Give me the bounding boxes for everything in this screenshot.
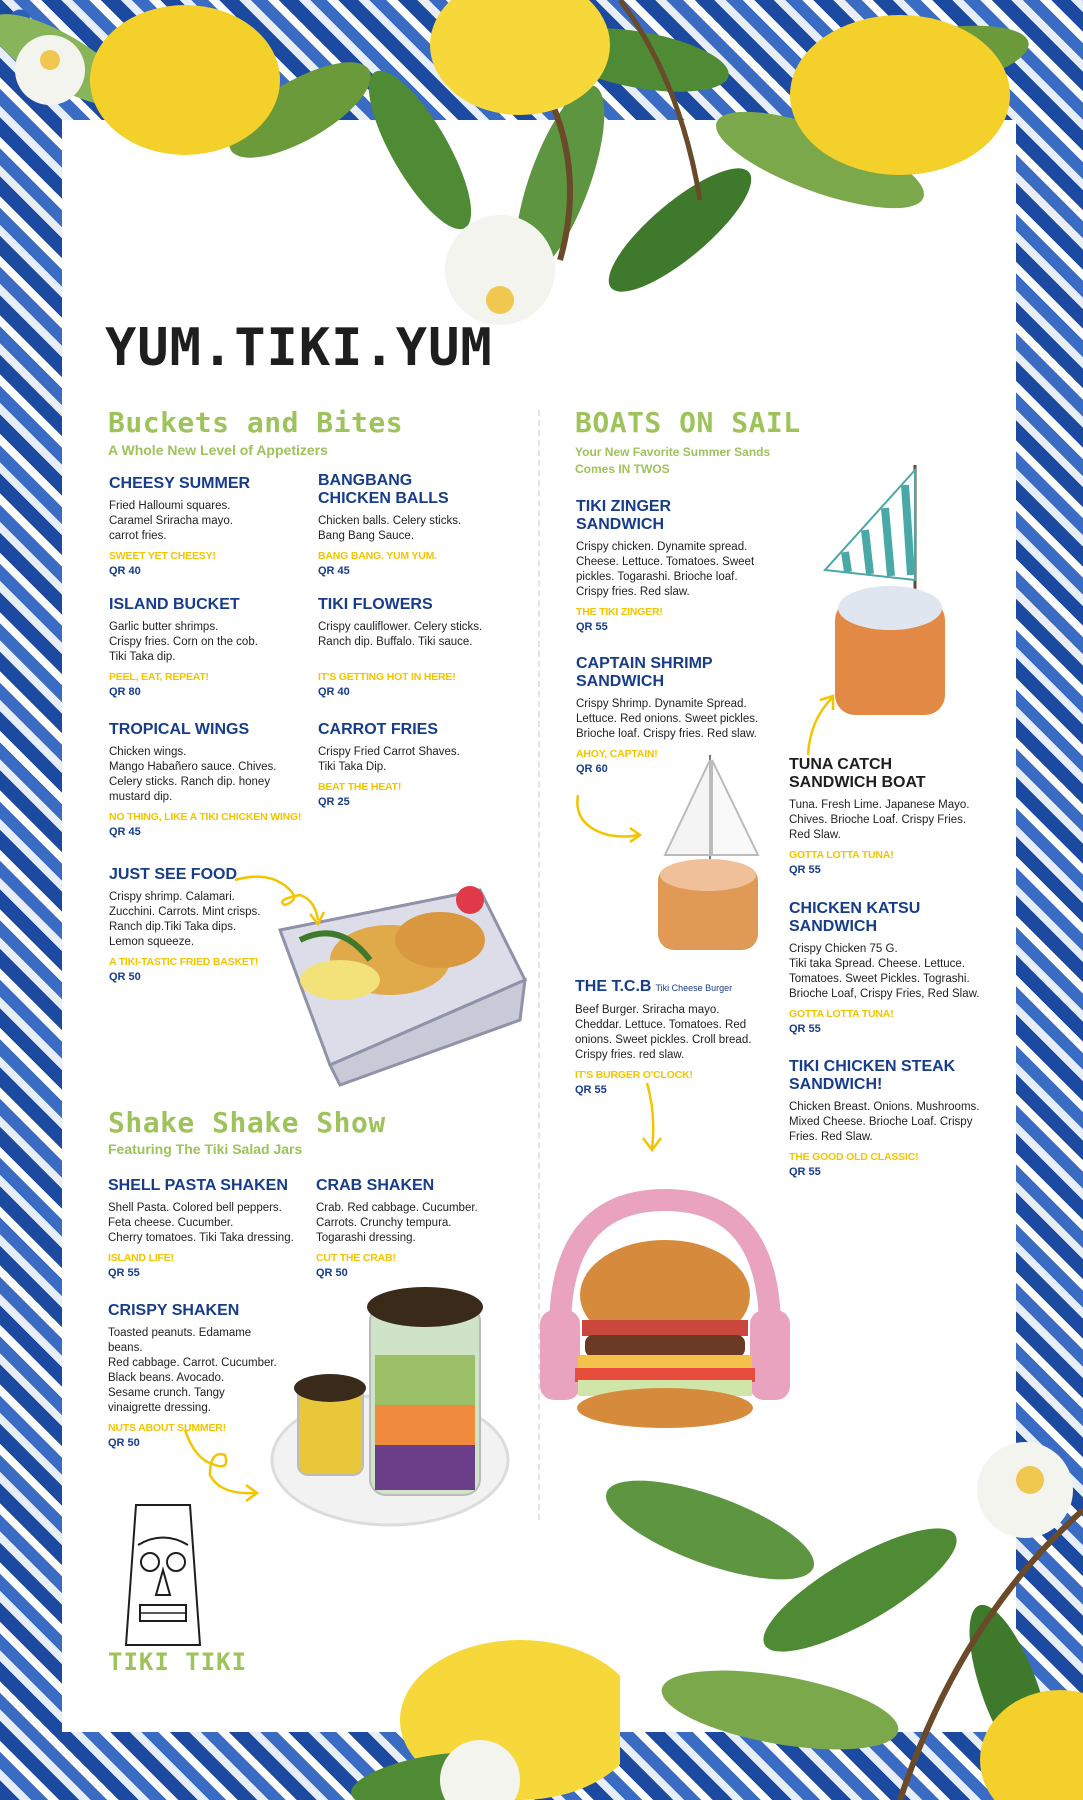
item-price: QR 55 xyxy=(575,1084,607,1096)
item-description: Chicken balls. Celery sticks. Bang Bang Sauce. xyxy=(318,515,462,542)
arrow-icon xyxy=(632,1080,672,1155)
item-price: QR 55 xyxy=(108,1267,140,1279)
section-title-buckets: Buckets and Bites xyxy=(108,406,404,439)
brand-title: YUM.TIKI.YUM xyxy=(105,318,493,378)
shrimp-sandwich-boat-image xyxy=(640,750,770,970)
menu-item-bangbang xyxy=(318,472,528,577)
item-price: QR 40 xyxy=(109,565,141,577)
item-price: QR 45 xyxy=(318,565,350,577)
item-tagline: A TIKI-TASTIC FRIED BASKET! xyxy=(109,956,259,968)
arrow-icon xyxy=(230,870,330,930)
item-tagline: NO THING, LIKE A TIKI CHICKEN WING! xyxy=(109,811,302,823)
item-price: QR 60 xyxy=(576,763,608,775)
tiki-tiki-logo-text: TIKI TIKI xyxy=(108,1648,248,1676)
item-price: QR 80 xyxy=(109,686,141,698)
section-subtitle-boats xyxy=(575,444,770,478)
item-description: Beef Burger. Sriracha mayo. Cheddar. Lettuce. Tomatoes. Red onions. Sweet pickles. Croll bread. Crispy fries. red slaw. xyxy=(575,1004,752,1061)
menu-item-carrot-fries xyxy=(318,721,528,808)
menu-item-crab-shaken xyxy=(316,1177,516,1279)
item-description: Crispy cauliflower. Celery sticks. Ranch dip. Buffalo. Tiki sauce. xyxy=(318,621,483,648)
item-price: QR 50 xyxy=(316,1267,348,1279)
item-description: Crispy Fried Carrot Shaves. Tiki Taka Dip. xyxy=(318,746,460,773)
item-name: ISLAND BUCKET xyxy=(109,596,240,613)
item-tagline: GOTTA LOTTA TUNA! xyxy=(789,1008,894,1020)
item-tagline: NUTS ABOUT SUMMER! xyxy=(108,1422,226,1434)
item-name: BANGBANG CHICKEN BALLS xyxy=(318,472,449,507)
item-price: QR 55 xyxy=(576,621,608,633)
subtitle-line: Your New Favorite Summer Sands xyxy=(575,445,771,459)
item-tagline: SWEET YET CHEESY! xyxy=(109,550,216,562)
item-name: TIKI ZINGER SANDWICH xyxy=(576,498,672,533)
section-title-shake: Shake Shake Show xyxy=(108,1106,386,1139)
item-description: Crispy shrimp. Calamari. Zucchini. Carrots. Mint crisps. Ranch dip.Tiki Taka dips. Lemon squeeze. xyxy=(109,891,261,948)
item-tagline: BEAT THE HEAT! xyxy=(318,781,402,793)
item-price: QR 55 xyxy=(789,1166,821,1178)
item-price: QR 50 xyxy=(109,971,141,983)
item-description: Crispy Shrimp. Dynamite Spread. Lettuce. Red onions. Sweet pickles. Brioche loaf. Crispy fries. Red slaw. xyxy=(576,698,759,740)
item-name: CHEESY SUMMER xyxy=(109,475,251,492)
item-description: Tuna. Fresh Lime. Japanese Mayo. Chives. Brioche Loaf. Crispy Fries. Red Slaw. xyxy=(789,799,970,841)
item-name: SHELL PASTA SHAKEN xyxy=(108,1177,288,1194)
item-tagline: PEEL, EAT, REPEAT! xyxy=(109,671,209,683)
item-price: QR 55 xyxy=(789,1023,821,1035)
section-subtitle-buckets: A Whole New Level of Appetizers xyxy=(108,442,328,458)
menu-item-shell-pasta xyxy=(108,1177,308,1279)
arrow-icon xyxy=(568,790,648,850)
item-name: TIKI CHICKEN STEAK SANDWICH! xyxy=(789,1058,956,1093)
salad-jars-image xyxy=(265,1285,515,1535)
item-tagline: GOTTA LOTTA TUNA! xyxy=(789,849,894,861)
item-description: Crab. Red cabbage. Cucumber. Carrots. Crunchy tempura. Togarashi dressing. xyxy=(316,1202,478,1244)
menu-item-tropical-wings xyxy=(109,721,309,838)
item-description: Shell Pasta. Colored bell peppers. Feta cheese. Cucumber. Cherry tomatoes. Tiki Taka dressing. xyxy=(108,1202,294,1244)
menu-item-cheesy-summer xyxy=(109,475,299,577)
menu-item-tuna-boat xyxy=(789,756,989,876)
lemon-foliage-bottom-left xyxy=(0,1580,620,1800)
burger-headphones-image xyxy=(530,1180,800,1450)
item-tagline: IT'S BURGER O'CLOCK! xyxy=(575,1069,693,1081)
item-tagline: BANG BANG. YUM YUM. xyxy=(318,550,437,562)
item-name xyxy=(575,978,785,997)
item-price: QR 55 xyxy=(789,864,821,876)
item-name: CARROT FRIES xyxy=(318,721,438,738)
item-description: Garlic butter shrimps. Crispy fries. Corn on the cob. Tiki Taka dip. xyxy=(109,621,258,663)
item-description: Chicken Breast. Onions. Mushrooms. Mixed Cheese. Brioche Loaf. Crispy Fries. Red Slaw. xyxy=(789,1101,980,1143)
item-name: CAPTAIN SHRIMP SANDWICH xyxy=(576,655,713,690)
item-tagline: IT'S GETTING HOT IN HERE! xyxy=(318,671,456,683)
menu-item-chicken-steak xyxy=(789,1058,999,1178)
item-name: CRISPY SHAKEN xyxy=(108,1302,240,1319)
item-description: Toasted peanuts. Edamame beans. Red cabbage. Carrot. Cucumber. Black beans. Avocado. Sesame crunch. Tangy vinaigrette dressing. xyxy=(108,1327,277,1414)
section-subtitle-shake: Featuring The Tiki Salad Jars xyxy=(108,1141,303,1157)
menu-item-chicken-katsu xyxy=(789,900,999,1035)
subtitle-line: Comes IN TWOS xyxy=(575,462,670,476)
item-description: Chicken wings. Mango Habañero sauce. Chives. Celery sticks. Ranch dip. honey mustard dip. xyxy=(109,746,277,803)
item-name: CHICKEN KATSU SANDWICH xyxy=(789,900,921,935)
item-name: CRAB SHAKEN xyxy=(316,1177,435,1194)
item-description: Crispy Chicken 75 G. Tiki taka Spread. Cheese. Lettuce. Tomatoes. Sweet Pickles. Tograshi. Brioche Loaf, Crispy Fries, Red Slaw. xyxy=(789,943,980,1000)
item-name: TROPICAL WINGS xyxy=(109,721,250,738)
item-name: JUST SEE FOOD xyxy=(109,866,238,883)
arrow-icon xyxy=(800,690,840,760)
menu-item-tiki-zinger xyxy=(576,498,776,633)
item-price: QR 45 xyxy=(109,826,141,838)
item-price: QR 50 xyxy=(108,1437,140,1449)
item-tagline: THE TIKI ZINGER! xyxy=(576,606,663,618)
item-tagline: ISLAND LIFE! xyxy=(108,1252,174,1264)
menu-item-tcb xyxy=(575,978,785,1096)
menu-item-island-bucket xyxy=(109,596,299,698)
item-description: Crispy chicken. Dynamite spread. Cheese. Lettuce. Tomatoes. Sweet pickles. Togarashi. Brioche loaf. Crispy fries. Red slaw. xyxy=(576,541,755,598)
section-title-boats: BOATS ON SAIL xyxy=(575,406,801,439)
item-tagline: THE GOOD OLD CLASSIC! xyxy=(789,1151,919,1163)
item-subname: Tiki Cheese Burger xyxy=(655,983,733,993)
item-price: QR 40 xyxy=(318,686,350,698)
item-name: TIKI FLOWERS xyxy=(318,596,433,613)
item-name: TUNA CATCH SANDWICH BOAT xyxy=(789,756,926,791)
item-tagline: AHOY, CAPTAIN! xyxy=(576,748,658,760)
lemon-foliage-bottom-right xyxy=(540,1420,1083,1800)
item-price: QR 25 xyxy=(318,796,350,808)
menu-item-tiki-flowers xyxy=(318,596,528,698)
item-tagline: CUT THE CRAB! xyxy=(316,1252,396,1264)
item-description: Fried Halloumi squares. Caramel Sriracha mayo. carrot fries. xyxy=(109,500,233,542)
arrow-icon xyxy=(180,1425,265,1510)
item-name-text: THE T.C.B xyxy=(575,978,652,995)
